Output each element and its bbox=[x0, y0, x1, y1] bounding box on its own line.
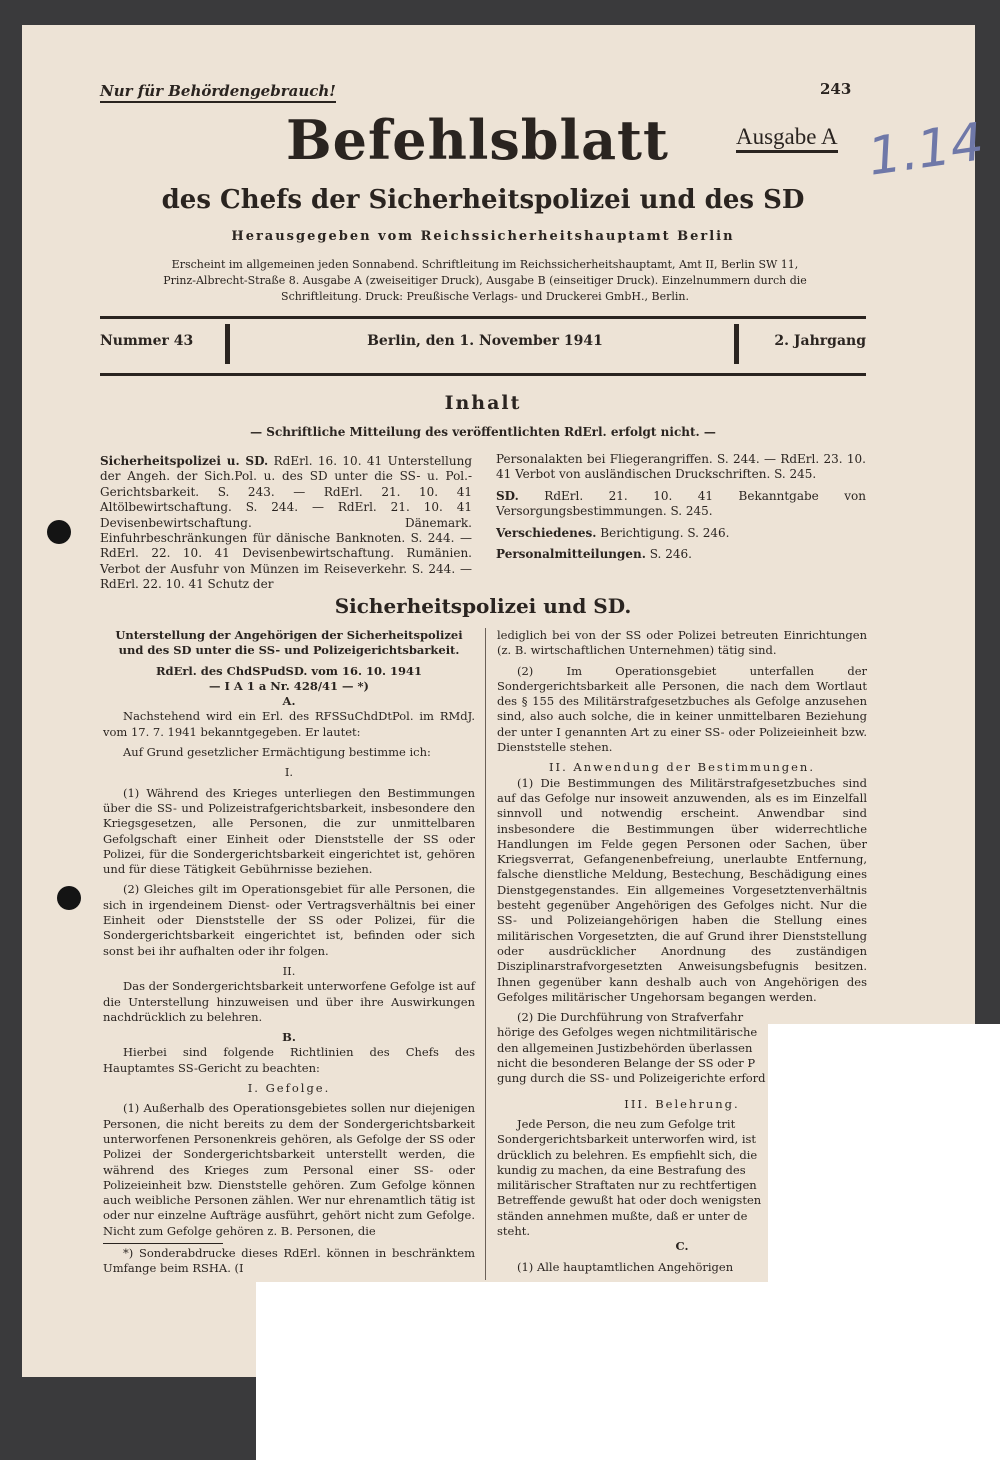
contents-note: — Schriftliche Mitteilung des veröffentlichten RdErl. erfolgt nicht. — bbox=[250, 425, 716, 439]
page-number: 243 bbox=[820, 80, 852, 98]
paragraph: (2) Im Operationsgebiet unterfallen der Sondergerichtsbarkeit alle Personen, die nach dem Wortlaut des § 155 des Militärstrafgesetzbuches als Gefolge anzusehen sind, also auch solche, die in keiner unmittelbaren Beziehung der unter I genannten Art zu einer SS- oder Polizeieinheit bzw. Dienststelle stehen. bbox=[497, 663, 867, 755]
section-heading: Sicherheitspolizei und SD. bbox=[334, 594, 632, 618]
footnote: *) Sonderabdrucke dieses RdErl. können in beschränktem Umfange beim RSHA. (I bbox=[103, 1245, 475, 1276]
edition-label: Ausgabe A bbox=[736, 124, 838, 153]
issue-band bbox=[100, 316, 866, 376]
paragraph-line: (2) Die Durchführung von Strafverfahr bbox=[517, 1010, 744, 1025]
numeral-heading: II. bbox=[282, 963, 296, 978]
publisher-line: Herausgegeben vom Reichssicherheitshauptamt Berlin bbox=[231, 229, 735, 244]
paragraph-line: militärischer Straftaten nur zu rechtfertigen bbox=[497, 1178, 757, 1193]
issue-date: Berlin, den 1. November 1941 bbox=[367, 333, 603, 349]
contents-entry bbox=[496, 547, 866, 562]
contents-keyword: SD. bbox=[496, 488, 519, 503]
punch-hole-bottom bbox=[57, 886, 81, 910]
contents-entry bbox=[496, 489, 866, 520]
contents-keyword: Personalmitteilungen. bbox=[496, 547, 646, 562]
paragraph: Hierbei sind folgende Richtlinien des Chefs des Hauptamtes SS-Gericht zu beachten: bbox=[103, 1045, 475, 1075]
info-line: Schriftleitung. Druck: Preußische Verlags- und Druckerei GmbH., Berlin. bbox=[281, 290, 689, 303]
contents-text: Berichtigung. S. 246. bbox=[596, 525, 730, 540]
paragraph-line: Sondergerichtsbarkeit unterworfen wird, ist bbox=[497, 1132, 757, 1147]
band-divider bbox=[225, 324, 230, 364]
paragraph: Auf Grund gesetzlicher Ermächtigung bestimme ich: bbox=[123, 745, 431, 760]
publication-subtitle: des Chefs der Sicherheitspolizei und des SD bbox=[161, 185, 805, 215]
paragraph-line: kundig zu machen, da eine Bestrafung des bbox=[497, 1162, 746, 1177]
issue-volume: 2. Jahrgang bbox=[774, 333, 866, 349]
contents-text: S. 246. bbox=[645, 547, 692, 562]
paragraph: lediglich bei von der SS oder Polizei betreuten Einrichtungen (z. B. wirtschaftlichen Unternehmen) tätig sind. bbox=[497, 628, 867, 658]
article-title: und des SD unter die SS- und Polizeigerichtsbarkeit. bbox=[118, 643, 460, 658]
blank-area bbox=[256, 1282, 768, 1460]
contents-entry: Personalakten bei Fliegerangriffen. S. 244. — RdErl. 23. 10. 41 Verbot von ausländischen Druckschriften. S. 245. bbox=[496, 452, 866, 482]
part-heading: B. bbox=[282, 1030, 296, 1045]
punch-hole-top bbox=[47, 520, 71, 544]
paragraph-line: ständen annehmen mußte, daß er unter de bbox=[497, 1208, 748, 1223]
publication-title: Befehlsblatt bbox=[286, 108, 669, 172]
paragraph-line: steht. bbox=[497, 1223, 531, 1238]
paragraph: Das der Sondergerichtsbarkeit unterworfene Gefolge ist auf die Unterstellung hinzuweisen und über ihre Auswirkungen nachdrücklich zu belehren. bbox=[103, 979, 475, 1024]
article-left-column bbox=[103, 628, 475, 1277]
contents-entry bbox=[100, 454, 472, 593]
paragraph-line: nicht die besonderen Belange der SS oder P bbox=[497, 1056, 756, 1071]
numeral-heading: I. Gefolge. bbox=[247, 1081, 331, 1096]
contents-entry bbox=[496, 526, 866, 541]
usage-notice: Nur für Behördengebrauch! bbox=[100, 82, 336, 103]
issue-number: Nummer 43 bbox=[100, 333, 194, 349]
contents-keyword: Verschiedenes. bbox=[496, 525, 597, 540]
paragraph: Nachstehend wird ein Erl. des RFSSuChdDtPol. im RMdJ. vom 17. 7. 1941 bekanntgegeben. Er lautet: bbox=[103, 709, 475, 739]
paragraph-line: den allgemeinen Justizbehörden überlassen bbox=[497, 1040, 753, 1055]
part-heading: C. bbox=[675, 1239, 689, 1254]
column-rule bbox=[485, 628, 486, 1280]
paragraph-line: Jede Person, die neu zum Gefolge trit bbox=[517, 1116, 736, 1131]
info-line: Prinz-Albrecht-Straße 8. Ausgabe A (zweiseitiger Druck), Ausgabe B (einseitiger Druck). Einzelnummern durch die bbox=[163, 274, 807, 287]
decree-reference: RdErl. des ChdSPudSD. vom 16. 10. 1941 bbox=[156, 663, 422, 678]
paragraph: (1) Alle hauptamtlichen Angehörigen bbox=[517, 1259, 734, 1274]
numeral-heading: III. Belehrung. bbox=[624, 1096, 740, 1111]
paragraph: (1) Die Bestimmungen des Militärstrafgesetzbuches sind auf das Gefolge nur insoweit anzuwenden, als es im Einzelfall sinnvoll und notwendig erscheint. Anwendbar sind insbesondere die Bestimmungen über widerrechtliche Handlungen im Felde gegen Personen oder Sachen, über Kriegsverrat, Gefangenenbefreiung, unerlaubte Entfernung, falsche dienstliche Meldung, Bestechung, Beschädigung eines Dienstgegenstandes. Ein allgemeines Vorgesetztenverhältnis besteht gegenüber Angehörigen des Gefolges nicht. Nur die SS- und Polizeiangehörigen haben die Stellung eines militärischen Vorgesetzten, die auf Grund ihrer Dienststellung oder ausdrücklicher Anordnung des zuständigen Disziplinarstrafvorgesetzten Anweisungsbefugnis besitzen. Ihnen gegenüber kann deshalb auch von Angehörigen des Gefolges militärischer Ungehorsam begangen werden. bbox=[497, 775, 867, 1004]
publication-info bbox=[150, 257, 820, 305]
footnote-rule bbox=[103, 1243, 223, 1244]
contents-keyword: Sicherheitspolizei u. SD. bbox=[100, 454, 269, 468]
handwritten-note: 1.14 bbox=[864, 112, 988, 188]
contents-heading: Inhalt bbox=[444, 392, 522, 414]
part-heading: A. bbox=[282, 694, 296, 709]
contents-right-column bbox=[496, 452, 866, 568]
paragraph-line: hörige des Gefolges wegen nichtmilitärische bbox=[497, 1025, 758, 1040]
band-divider bbox=[734, 324, 739, 364]
paragraph: (2) Gleiches gilt im Operationsgebiet für alle Personen, die sich in irgendeinem Dienst- oder Vertragsverhältnis bei einer Einheit oder Dienststelle der SS oder Polizei, für die Sondergerichtsbarkeit eingerichtet ist, befinden oder sich sonst bei ihr aufhalten oder ihr folgen. bbox=[103, 882, 475, 958]
contents-text: RdErl. 16. 10. 41 Unterstellung der Angeh. der Sich.Pol. u. des SD unter die SS- u. Pol.-Gerichtsbarkeit. S. 243. — RdErl. 21. 10. 41 Altölbewirtschaftung. S. 244. — RdErl. 21. 10. 41 Devisenbewirtschaftung. Dänemark. Einfuhrbeschränkungen für dänische Banknoten. S. 244. — RdErl. 22. 10. 41 Devisenbewirtschaftung. Rumänien. Verbot der Ausfuhr von Münzen im Reiseverkehr. S. 244. — RdErl. 22. 10. 41 Schutz der bbox=[100, 454, 472, 592]
paragraph-line: drücklich zu belehren. Es empfiehlt sich, die bbox=[497, 1147, 758, 1162]
blank-area bbox=[768, 1024, 1000, 1460]
paragraph: (1) Außerhalb des Operationsgebietes sollen nur diejenigen Personen, die nicht bereits zu dem der Sondergerichtsbarkeit unterworfenen Personenkreis gehören, als Gefolge der SS oder Polizei der Sondergerichtsbarkeit unterstellt werden, die während des Krieges zum Personal einer SS- oder Polizeieinheit bzw. Dienststelle gehören. Zum Gefolge können auch weibliche Personen zählen. Wer nur ehrenamtlich tätig ist oder nur einzelne Aufträge ausführt, gehört nicht zum Gefolge. Nicht zum Gefolge gehören z. B. Personen, die bbox=[103, 1101, 475, 1238]
paragraph-line: gung durch die SS- und Polizeigerichte erford bbox=[497, 1071, 766, 1086]
numeral-heading: II. Anwendung der Bestimmungen. bbox=[549, 760, 815, 775]
contents-text: RdErl. 21. 10. 41 Bekanntgabe von Versorgungsbestimmungen. S. 245. bbox=[496, 488, 866, 519]
paragraph-line: Betreffende gewußt hat oder doch wenigsten bbox=[497, 1193, 762, 1208]
article-title: Unterstellung der Angehörigen der Sicherheitspolizei bbox=[115, 628, 463, 642]
decree-number: — I A 1 a Nr. 428/41 — *) bbox=[209, 678, 369, 693]
contents-left-column bbox=[100, 454, 472, 593]
numeral-heading: I. bbox=[284, 765, 294, 780]
paragraph: (1) Während des Krieges unterliegen den Bestimmungen über die SS- und Polizeistrafgerichtsbarkeit, insbesondere den Kriegsgesetzen, alle Personen, die zur unmittelbaren Gefolgschaft einer Einheit oder Dienststelle der SS oder Polizei, für die Sondergerichtsbarkeit eingerichtet ist, gehören und für diese Tätigkeit Gebührnisse beziehen. bbox=[103, 785, 475, 877]
info-line: Erscheint im allgemeinen jeden Sonnabend. Schriftleitung im Reichssicherheitshauptamt, Amt II, Berlin SW 11, bbox=[171, 258, 799, 271]
